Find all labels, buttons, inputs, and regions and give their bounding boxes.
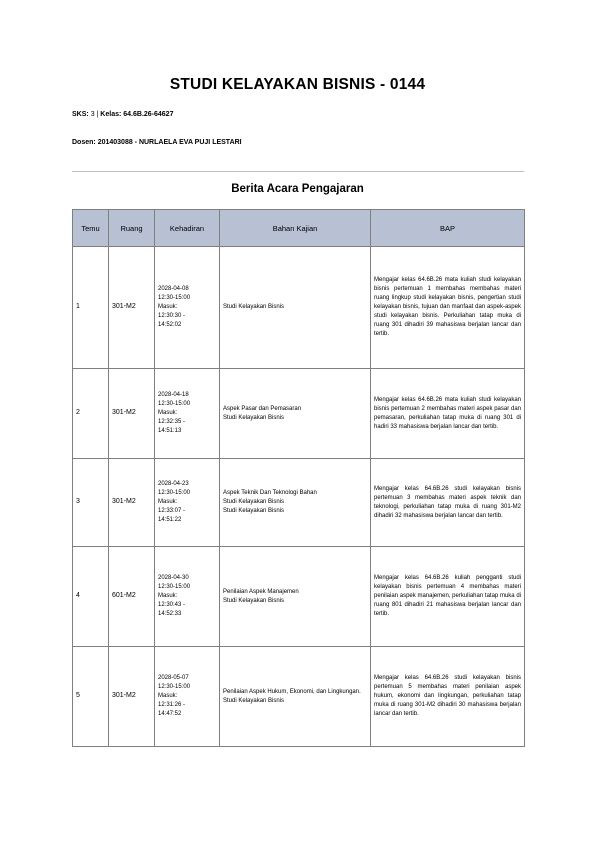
kehadiran-date: 2028-04-18	[158, 392, 189, 398]
bahan-kajian-item: Studi Kelayakan Bisnis	[223, 304, 285, 310]
kehadiran-time: 12:30-15:00	[158, 684, 191, 690]
column-header-temu: Temu	[73, 210, 109, 247]
kehadiran-cell	[155, 247, 220, 369]
dosen-label: Dosen:	[72, 139, 96, 146]
kehadiran-date: 2028-04-30	[158, 575, 189, 581]
kehadiran-out: 14:52:02	[158, 322, 182, 328]
bahan-kajian-item: Aspek Pasar dan Pemasaran	[223, 405, 302, 412]
column-header-bap: BAP	[371, 210, 525, 247]
bap-cell: Mengajar kelas 64.6B.26 studi kelayakan bisnis pertemuan 3 membahas materi aspek teknik dan teknologi, perkuliahan tatap muka di ruang 301-M2 dihadiri 32 mahasiswa berjalan lancar dan tertib.	[371, 459, 525, 547]
bap-cell: Mengajar kelas 64.6B.26 studi kelayakan bisnis pertemuan 5 membahas materi penilaian aspek hukum, ekonomi dan lingkungan, perkuliahan tatap muka di ruang 301-M2 dihadiri 30 mahasiswa berjalan lancar dan tertib.	[371, 647, 525, 747]
table-row	[73, 547, 525, 647]
kehadiran-out: 14:51:13	[158, 428, 182, 434]
kehadiran-label: Masuk:	[158, 593, 178, 599]
ruang-cell: 301-M2	[109, 647, 155, 747]
kehadiran-label: Masuk:	[158, 304, 178, 310]
bahan-kajian-cell	[220, 459, 371, 547]
sks-label: SKS:	[72, 111, 89, 118]
kehadiran-out: 14:47:52	[158, 711, 182, 717]
bahan-kajian-item: Penilaian Aspek Manajemen	[223, 588, 299, 595]
section-title: Berita Acara Pengajaran	[231, 183, 364, 195]
kehadiran-label: Masuk:	[158, 499, 178, 505]
bahan-kajian-item: Studi Kelayakan Bisnis	[223, 499, 285, 505]
kehadiran-time: 12:30-15:00	[158, 401, 191, 407]
kehadiran-label: Masuk:	[158, 693, 178, 699]
kelas-value: 64.6B.26-64627	[123, 111, 174, 118]
temu-cell: 3	[73, 459, 109, 547]
kehadiran-label: Masuk:	[158, 410, 178, 416]
kelas-label: Kelas:	[100, 111, 122, 118]
kehadiran-time: 12:30-15:00	[158, 490, 191, 496]
bap-cell: Mengajar kelas 64.6B.26 kuliah pengganti studi kelayakan bisnis pertemuan 4 membahas materi penilaian aspek manajemen, perkuliahan tatap muka di ruang 801 dihadiri 21 mahasiswa berjalan lancar dan tertib.	[371, 547, 525, 647]
kehadiran-date: 2028-04-23	[158, 481, 189, 487]
table-row	[73, 247, 525, 369]
ruang-cell: 301-M2	[109, 459, 155, 547]
kehadiran-time: 12:30-15:00	[158, 295, 191, 301]
column-header-bahan-kajian: Bahan Kajian	[220, 210, 371, 247]
kehadiran-cell	[155, 459, 220, 547]
table-row	[73, 647, 525, 747]
bap-cell: Mengajar kelas 64.6B.26 mata kuliah studi kelayakan bisnis pertemuan 1 membahas membahas materi ruang lingkup studi kelayakan bisnis, pengertian studi kelayakan bisnis, tujuan dan manfaat dan aspek-aspek studi kelayakan bisnis. Perkuliahan tatap muka di ruang 301 dihadiri 39 mahasiswa berjalan lancar dan tertib.	[371, 247, 525, 369]
page-title: STUDI KELAYAKAN BISNIS - 0144	[169, 76, 426, 93]
temu-cell: 1	[73, 247, 109, 369]
temu-cell: 5	[73, 647, 109, 747]
bahan-kajian-item: Studi Kelayakan Bisnis	[223, 697, 285, 704]
table-row	[73, 459, 525, 547]
kehadiran-cell	[155, 647, 220, 747]
bahan-kajian-cell	[220, 547, 371, 647]
bahan-kajian-cell	[220, 369, 371, 459]
bahan-kajian-cell	[220, 247, 371, 369]
kehadiran-out: 14:51:22	[158, 517, 182, 523]
kehadiran-time: 12:30-15:00	[158, 584, 191, 590]
table-header-row	[73, 210, 525, 247]
kehadiran-cell	[155, 547, 220, 647]
kehadiran-cell	[155, 369, 220, 459]
kehadiran-date: 2028-04-08	[158, 286, 189, 292]
temu-cell: 4	[73, 547, 109, 647]
bap-table	[72, 209, 525, 747]
table-row	[73, 369, 525, 459]
kehadiran-out: 14:52:33	[158, 611, 182, 617]
kehadiran-in: 12:32:35 -	[158, 419, 186, 425]
kehadiran-in: 12:31:26 -	[158, 702, 186, 708]
bap-cell: Mengajar kelas 64.6B.26 mata kuliah studi kelayakan bisnis pertemuan 2 membahas materi aspek pasar dan pemasaran, perkuliahan tatap muka di ruang 301 di hadiri 33 mahasiswa berjalan lancar dan tertib.	[371, 369, 525, 459]
kehadiran-in: 12:33:07 -	[158, 508, 186, 514]
ruang-cell: 601-M2	[109, 547, 155, 647]
bahan-kajian-item: Studi Kelayakan Bisnis	[223, 414, 285, 421]
bahan-kajian-cell	[220, 647, 371, 747]
ruang-cell: 301-M2	[109, 247, 155, 369]
kehadiran-in: 12:30:30 -	[158, 313, 186, 319]
bahan-kajian-item: Aspek Teknik Dan Teknologi Bahan	[223, 490, 317, 496]
kehadiran-date: 2028-05-07	[158, 675, 189, 681]
column-header-kehadiran: Kehadiran	[155, 210, 220, 247]
dosen-value: 201403088 - NURLAELA EVA PUJI LESTARI	[97, 139, 242, 146]
temu-cell: 2	[73, 369, 109, 459]
kehadiran-in: 12:30:43 -	[158, 602, 186, 608]
section-divider	[72, 171, 524, 172]
sks-value: 3 |	[90, 111, 101, 118]
bahan-kajian-item: Studi Kelayakan Bisnis	[223, 508, 285, 514]
bahan-kajian-item: Penilaian Aspek Hukum, Ekonomi, dan Lingkungan.	[223, 688, 361, 695]
course-meta	[72, 111, 173, 118]
lecturer-meta	[72, 139, 242, 146]
ruang-cell: 301-M2	[109, 369, 155, 459]
bahan-kajian-item: Studi Kelayakan Bisnis	[223, 597, 285, 604]
column-header-ruang: Ruang	[109, 210, 155, 247]
